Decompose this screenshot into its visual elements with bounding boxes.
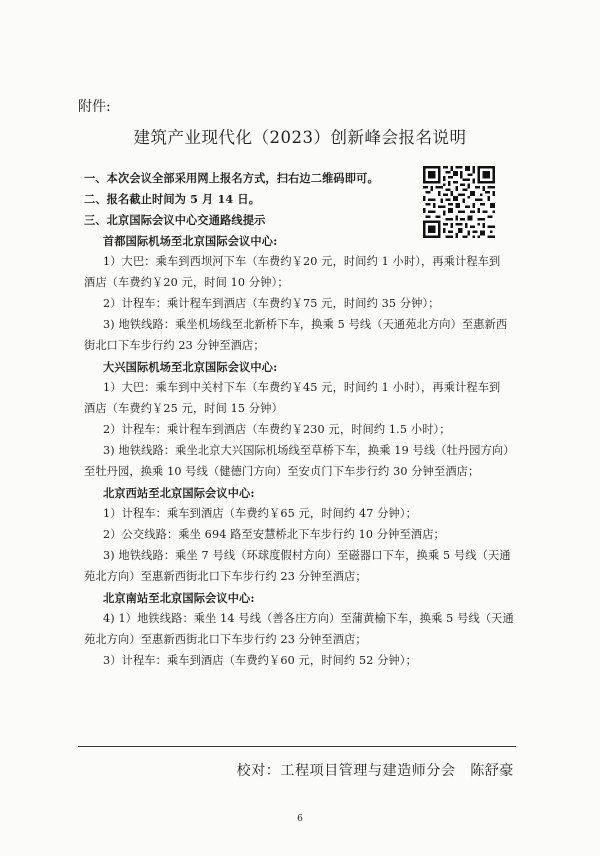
- west-subway-line-2: 苑北方向）至惠新西街北口下车步行约 23 分钟至酒店；: [84, 570, 367, 583]
- south-taxi: 3）计程车：乘车到酒店（车费约￥60 元，时间约 52 分钟）；: [103, 654, 417, 667]
- daxing-taxi: 2）计程车：乘计程车到酒店（车费约￥230 元，时间约 1.5 小时）；: [103, 423, 451, 436]
- page-title: 建筑产业现代化（2023）创新峰会报名说明: [133, 128, 467, 147]
- daxing-subway-line-1: 3) 地铁线路：乘坐北京大兴国际机场线至草桥下车，换乘 19 号线（牡丹园方向）: [103, 444, 515, 457]
- south-station-heading: 北京南站至北京国际会议中心:: [103, 591, 255, 605]
- note-deadline: 二、报名截止时间为 5 月 14 日。: [84, 192, 261, 206]
- daxing-bus-line-2: 酒店（车费约￥25 元，时间 15 分钟）: [84, 402, 283, 415]
- west-subway-line-1: 3) 地铁线路：乘坐 7 号线（环球度假村方向）至磁器口下车，换乘 5 号线（天通: [103, 549, 511, 562]
- south-subway-line-1: 4) 1）地铁线路：乘坐 14 号线（善各庄方向）至蒲黄榆下车，换乘 5 号线（天通: [103, 612, 514, 625]
- west-bus: 2）公交线路：乘坐 694 路至安慧桥北下车步行约 10 分钟至酒店；: [103, 528, 445, 541]
- qr-code[interactable]: [423, 166, 495, 238]
- daxing-airport-heading: 大兴国际机场至北京国际会议中心:: [103, 360, 278, 374]
- capital-subway-line-2: 街北口下车步行约 23 分钟至酒店；: [84, 339, 265, 352]
- note-register-online: 一、本次会议全部采用网上报名方式，扫右边二维码即可。: [84, 171, 379, 185]
- capital-bus-line-1: 1）大巴：乘车到西坝河下车（车费约￥20 元，时间约 1 小时），再乘计程车到: [103, 255, 501, 268]
- capital-airport-heading: 首都国际机场至北京国际会议中心:: [103, 234, 278, 248]
- west-station-heading: 北京西站至北京国际会议中心:: [103, 486, 255, 500]
- capital-subway-line-1: 3) 地铁线路：乘坐机场线至北新桥下车，换乘 5 号线（天通苑北方向）至惠新西: [103, 318, 508, 331]
- proofreader-credit: 校对：工程项目管理与建造师分会 陈舒豪: [236, 763, 514, 779]
- qr-code-icon: [423, 166, 495, 238]
- note-transport: 三、北京国际会议中心交通路线提示: [84, 213, 266, 227]
- footer-divider: [78, 746, 516, 747]
- daxing-bus-line-1: 1）大巴：乘车到中关村下车（车费约￥45 元，时间约 1 小时），再乘计程车到: [103, 381, 501, 394]
- attachment-label: 附件:: [78, 99, 111, 115]
- west-taxi: 1）计程车：乘车到酒店（车费约￥65 元，时间约 47 分钟）；: [103, 507, 417, 520]
- page-number: 6: [297, 814, 303, 824]
- capital-bus-line-2: 酒店（车费约￥20 元，时间 10 分钟）；: [84, 276, 289, 289]
- capital-taxi: 2）计程车：乘计程车到酒店（车费约￥75 元，时间约 35 分钟）；: [103, 297, 440, 310]
- daxing-subway-line-2: 至牡丹园，换乘 10 号线（健德门方向）至安贞门下车步行约 30 分钟至酒店；: [84, 465, 480, 478]
- south-subway-line-2: 苑北方向）至惠新西街北口下车步行约 23 分钟至酒店；: [84, 633, 367, 646]
